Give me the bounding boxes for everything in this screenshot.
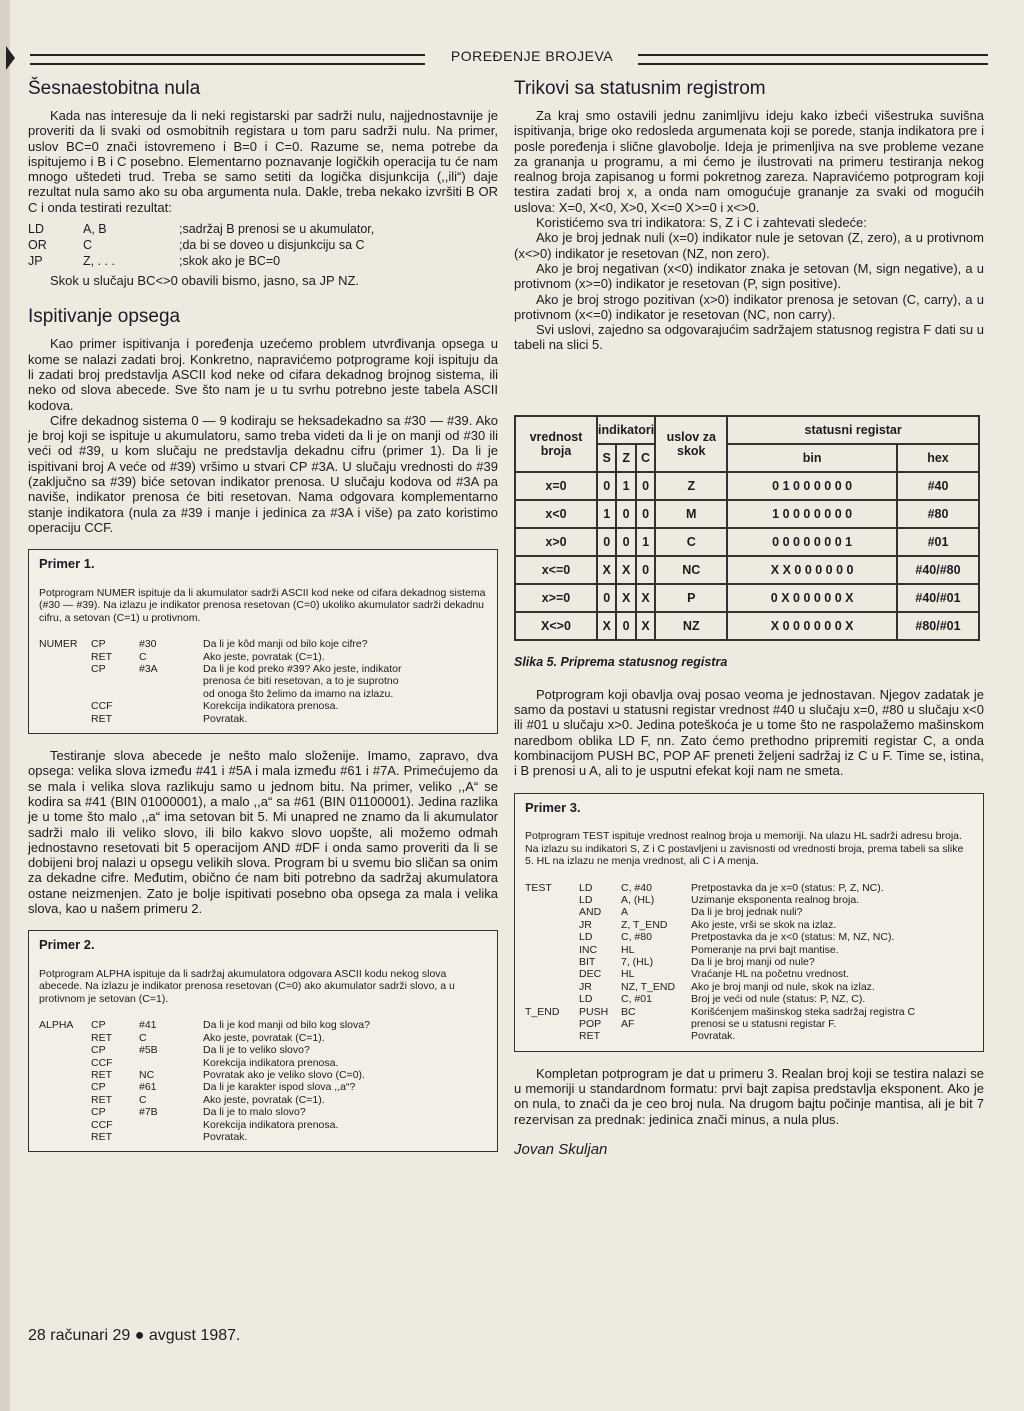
section-title-range: Ispitivanje opsega [28, 306, 181, 328]
listing-label [39, 1069, 91, 1081]
listing-arg [621, 1030, 691, 1042]
listing-row [39, 713, 401, 725]
listing-arg: C, #40 [621, 881, 652, 894]
listing-op: RET [91, 1093, 112, 1106]
listing-label [39, 1081, 91, 1093]
header-rule-left [30, 54, 425, 65]
cell-s: X [597, 612, 616, 640]
paragraph: Svi uslovi, zajedno sa odgovarajućim sadržajem statusnog registra F dati su u tabeli na slici 5. [514, 322, 984, 353]
status-register-table [514, 415, 980, 641]
listing-comment: Pomeranje na prvi bajt mantise. [691, 943, 839, 956]
cell-value: x>0 [515, 528, 597, 556]
header-bin: bin [727, 444, 897, 472]
listing-row [525, 1018, 915, 1030]
cell-condition: NZ [655, 612, 727, 640]
cell-hex: #80/#01 [897, 612, 979, 640]
listing-label [39, 700, 91, 712]
table-header-row [515, 416, 979, 444]
header-indicators: indikatori [597, 416, 655, 444]
listing-row [39, 1119, 370, 1131]
example-title: Primer 2. [39, 937, 95, 953]
listing-comment: Da li je broj jednak nuli? [691, 906, 803, 919]
listing-arg [139, 1131, 203, 1143]
listing-label [39, 1131, 91, 1143]
listing-label [525, 1018, 579, 1030]
cell-bin: 1 0 0 0 0 0 0 0 [727, 500, 897, 528]
listing-row [39, 638, 401, 650]
listing-row [39, 651, 401, 663]
cell-hex: #01 [897, 528, 979, 556]
cell-bin: X X 0 0 0 0 0 0 [727, 556, 897, 584]
listing-arg: HL [621, 943, 635, 956]
listing-label [39, 713, 91, 725]
table-row [515, 472, 979, 500]
listing-row [39, 1044, 370, 1056]
listing-arg: NZ, T_END [621, 980, 676, 993]
section-title-status: Trikovi sa statusnim registrom [514, 78, 766, 99]
listing-arg [139, 688, 203, 700]
listing-arg [139, 1057, 203, 1069]
listing-label [525, 1030, 579, 1042]
listing-op: RET [91, 712, 112, 725]
listing-op [91, 675, 139, 687]
listing-label [39, 675, 91, 687]
header-z: Z [616, 444, 635, 472]
listing-arg: C, #80 [621, 931, 652, 944]
listing-row [525, 968, 915, 980]
header-value: vrednost broja [515, 416, 597, 472]
cell-c: 0 [636, 472, 655, 500]
listing-label [39, 663, 91, 675]
listing-arg: #7B [139, 1106, 158, 1119]
listing-label [39, 1094, 91, 1106]
cell-c: X [636, 612, 655, 640]
paragraph: Ako je broj negativan (x<0) indikator znaka je setovan (M, sign negative), a u protivnom (x>=0) indikator je resetovan (P, sign positive). [514, 260, 984, 292]
listing-label [39, 1044, 91, 1056]
listing-comment: Da li je kôd manji od bilo koje cifre? [203, 638, 368, 651]
page-marker-arrow [6, 46, 15, 70]
listing-comment: Korekcija indikatora prenosa. [203, 1118, 339, 1131]
listing-arg: #61 [139, 1081, 157, 1094]
cell-hex: #40/#01 [897, 584, 979, 612]
example-description: Potprogram NUMER ispituje da li akumulator sadrži ASCII kod neke od cifara dekadnog sistema (#30 — #39). Na izlazu je indikator prenosa resetovan (C=0) ukoliko akumulator sadrži dekadnu cifru, a setovan (C=1) u protivnom. [39, 586, 486, 624]
listing-table [39, 638, 401, 725]
cell-value: x<0 [515, 500, 597, 528]
cell-z: X [616, 584, 635, 612]
listing-label [525, 993, 579, 1005]
listing-table [525, 882, 915, 1043]
paragraph: Kada nas interesuje da li neki registarski par sadrži nulu, najjednostavnije je proveriti da li svaki od osmobitnih registara u tom paru sadrži nulu. Na primer, uslov BC=0 znači istovremeno i B=0 i C=0. Razume se, nema potrebe da ispitujemo i B i C posebno. Elementarno poznavanje logičkih operacija tu će nam mnogo uštedeti trud. Treba se samo setiti da logička disjunkcija (,,ili“) daje rezultat nula samo ako su oba argumenta nula. Dakle, treba nekako izvršiti B OR C i onda testirati rezultat: [28, 108, 498, 215]
listing-op: AND [579, 906, 602, 919]
listing-op: PUSH [579, 1005, 609, 1018]
cell-c: X [636, 584, 655, 612]
cell-z: X [616, 556, 635, 584]
listing-arg [139, 700, 203, 712]
cell-s: 1 [597, 500, 616, 528]
paragraph: Cifre dekadnog sistema 0 — 9 kodiraju se heksadekadno sa #30 — #39. Ako je broj koji se ispituje u akumulatoru, samo treba videti da li je on manji od #30 ili veći od #39, u kom slučaju ne predstavlja dekadnu cifru (primer 1). Da li je ispitivani broj A veće od #39) vršimo u stvari CP #3A. U slučaju vrednosti do #39 (zaključno sa #39) biće setovan indikator prenosa. U slučaju kodova od #3A pa naviše, indikator prenosa će biti resetovan. Nama odgovara komplementarno stanje indikatora (nula za #39 i manje i jedinica za #3A i više) pa zato koristimo operaciju CCF. [28, 412, 498, 535]
cell-hex: #80 [897, 500, 979, 528]
listing-label: NUMER [39, 638, 78, 651]
listing-label [39, 651, 91, 663]
example-title: Primer 3. [525, 799, 581, 815]
cell-bin: 0 1 0 0 0 0 0 0 [727, 472, 897, 500]
listing-op: INC [579, 943, 598, 956]
listing-label: ALPHA [39, 1019, 74, 1032]
listing-comment: Povratak. [691, 1030, 736, 1043]
cell-s: 0 [597, 472, 616, 500]
listing-comment: Da li je kod preko #39? Ako jeste, indikator [203, 663, 402, 676]
listing-comment: Korišćenjem mašinskog steka sadržaj registra C [691, 1005, 916, 1018]
listing-arg: NC [139, 1068, 155, 1081]
listing-op: CP [91, 1106, 106, 1119]
cell-value: x=0 [515, 472, 597, 500]
listing-row [525, 993, 915, 1005]
listing-label [525, 919, 579, 931]
listing-comment: Da li je karakter ispod slova ,,a“? [203, 1081, 356, 1094]
page-edge [0, 0, 10, 1411]
listing-arg: C [139, 650, 147, 663]
listing-comment: Da li je to veliko slovo? [203, 1044, 310, 1057]
listing-op: CCF [91, 700, 113, 713]
listing-arg: C, #01 [621, 993, 652, 1006]
listing-row [525, 894, 915, 906]
code-op: LD [28, 222, 44, 237]
cell-z: 1 [616, 472, 635, 500]
listing-row [39, 688, 401, 700]
cell-condition: NC [655, 556, 727, 584]
listing-label [525, 968, 579, 980]
table-row [515, 500, 979, 528]
listing-comment: Da li je kod manji od bilo kog slova? [203, 1019, 370, 1032]
listing-label [525, 944, 579, 956]
listing-arg: Z, T_END [621, 918, 668, 931]
listing-label [525, 894, 579, 906]
listing-row [39, 1069, 370, 1081]
paragraph: Skok u slučaju BC<>0 obavili bismo, jasno, sa JP NZ. [50, 273, 360, 289]
code-arg: Z, . . . [83, 254, 115, 269]
listing-arg: #41 [139, 1019, 157, 1032]
cell-condition: P [655, 584, 727, 612]
header-status-register: statusni registar [727, 416, 979, 444]
section-title-zero: Šesnaestobitna nula [28, 78, 201, 99]
code-op: JP [28, 254, 43, 269]
listing-comment: Vraćanje HL na početnu vrednost. [691, 968, 849, 981]
listing-comment: Ako jeste, povratak (C=1). [203, 1031, 325, 1044]
listing-row [39, 1081, 370, 1093]
listing-op: LD [579, 893, 593, 906]
cell-z: 0 [616, 528, 635, 556]
header-s: S [597, 444, 616, 472]
code-op: OR [28, 238, 47, 253]
listing-op: CP [91, 1044, 106, 1057]
listing-row [39, 1057, 370, 1069]
code-arg: C [83, 238, 93, 253]
listing-op: LD [579, 931, 593, 944]
cell-c: 0 [636, 556, 655, 584]
cell-z: 0 [616, 500, 635, 528]
paragraph: Testiranje slova abecede je nešto malo složenije. Imamo, zapravo, dva opsega: velika slova između #41 i #5A i mala između #61 i #7A. Primećujemo da se mala i velika slova razlikuju samo u jednom bitu. Na primer, veliko ,,A“ se kodira sa #41 (BIN 01000001), a malo ,,a“ sa #61 (BIN 01100001). Jedina razlika je u tome što malo ,,a“ ima setovan bit 5. Mi unapred ne znamo da li akumulator sadrži malo ili veliko slovo, ili bilo kakvo slovo uopšte, ali možemo odmah jednostavno resetovati bit 5 operacijom AND #DF i onda samo proveriti da li se dobijeni broj nalazi u opsegu velikih slova. Program bi u svemu bio sličan sa onim za dekadne cifre. Međutim, obično će nam biti potrebno da sadržaj akumulatora ostane neizmenjen. Zato je bolje ispitivati posebno oba opsega za mala i velika slova, kao u našem primeru 2. [28, 748, 498, 917]
listing-op: CCF [91, 1056, 113, 1069]
header-title: POREĐENJE BROJEVA [450, 48, 614, 64]
header-hex: hex [897, 444, 979, 472]
cell-bin: 0 0 0 0 0 0 0 1 [727, 528, 897, 556]
listing-row [525, 919, 915, 931]
cell-condition: C [655, 528, 727, 556]
listing-label: TEST [525, 881, 552, 894]
listing-label [39, 1106, 91, 1118]
code-line [28, 237, 498, 253]
listing-arg: #3A [139, 663, 158, 676]
table-row [515, 528, 979, 556]
listing-comment: Korekcija indikatora prenosa. [203, 1056, 339, 1069]
listing-op: RET [579, 1030, 600, 1043]
paragraph: Ako je broj jednak nuli (x=0) indikator nule je setovan (Z, zero), a u protivnom (x<>0) indikator je resetovan (NZ, non zero). [514, 230, 984, 261]
listing-arg: AF [621, 1018, 635, 1030]
listing-row [39, 1019, 370, 1031]
listing-label [39, 1032, 91, 1044]
listing-op: CP [91, 638, 106, 651]
listing-comment: Ako jeste, povratak (C=1). [203, 1093, 325, 1106]
listing-arg [139, 1119, 203, 1131]
listing-op: JR [579, 980, 592, 993]
listing-comment: Korekcija indikatora prenosa. [203, 700, 339, 713]
cell-value: x<=0 [515, 556, 597, 584]
listing-arg: 7, (HL) [621, 955, 654, 968]
cell-s: 0 [597, 528, 616, 556]
paragraph: Ako je broj strogo pozitivan (x>0) indikator prenosa je setovan (C, carry), a u protivnom (x<=0) indikator je resetovan (NC, non carry). [514, 291, 984, 322]
listing-row [39, 700, 401, 712]
listing-label: T_END [525, 1005, 560, 1018]
cell-s: X [597, 556, 616, 584]
paragraph: Kompletan potprogram je dat u primeru 3. Realan broj koji se testira nalazi se u memoriji u standardnom formatu: prvi bajt zapisa predstavlja eksponent. Ako je on nula, to znači da je ceo broj nula. Na drugom bajtu počinje mantisa, ali je bit 7 rezervisan za prednak: jedinica znači minus, a nula plus. [514, 1065, 984, 1127]
listing-comment: Uzimanje eksponenta realnog broja. [691, 893, 860, 906]
listing-arg [139, 675, 203, 687]
listing-op: RET [91, 650, 112, 663]
page-footer: 28 računari 29 ● avgust 1987. [28, 1327, 241, 1344]
header-rule-right [638, 54, 988, 65]
listing-op: CP [91, 663, 106, 676]
example-box-1 [28, 549, 498, 734]
listing-arg: C [139, 1093, 147, 1106]
listing-comment: Da li je to malo slovo? [203, 1106, 306, 1119]
listing-row [525, 944, 915, 956]
listing-comment: Broj je veći od nule (status: P, NZ, C). [691, 993, 866, 1006]
listing-arg: C [139, 1031, 147, 1044]
listing-comment: Ako je broj manji od nule, skok na izlaz. [691, 980, 875, 993]
page-header [30, 48, 990, 66]
listing-arg: A [621, 906, 629, 919]
table-row [515, 584, 979, 612]
listing-arg: #5B [139, 1044, 158, 1057]
code-comment: ;sadržaj B prenosi se u akumulator, [179, 222, 375, 237]
listing-row [525, 981, 915, 993]
cell-z: 0 [616, 612, 635, 640]
code-comment: ;da bi se doveo u disjunkciju sa C [179, 238, 365, 253]
listing-arg: #30 [139, 638, 157, 651]
listing-row [39, 1094, 370, 1106]
example-description: Potprogram ALPHA ispituje da li sadržaj akumulatora odgovara ASCII kodu nekog slova abecede. Na izlazu je indikator prenosa resetovan (C=0) ako akumulator sadrži slovo, a u protivnom je setovan (C=1). [39, 967, 455, 1005]
listing-op: DEC [579, 968, 602, 981]
listing-op: LD [579, 993, 593, 1006]
listing-comment: Ako jeste, povratak (C=1). [203, 650, 325, 663]
code-arg: A, B [83, 222, 107, 237]
listing-arg [139, 713, 203, 725]
listing-row [525, 931, 915, 943]
listing-row [525, 956, 915, 968]
code-line [28, 253, 498, 269]
listing-op: CCF [91, 1118, 113, 1131]
listing-arg: HL [621, 968, 635, 981]
paragraph: Kao primer ispitivanja i poređenja uzećemo problem utvrđivanja opsega u kome se nalazi zadati broj. Konkretno, napravićemo potprograme koji ispituju da li zadati broj predstavlja ASCII kod neke od cifara dekadnog brojnog sistema, ili neko od slova abecede. Sve što nam je u tu svrhu potrebno jeste tabela ASCII kodova. [28, 336, 498, 413]
listing-comment: Ako jeste, vrši se skok na izlaz. [691, 918, 837, 931]
listing-row [525, 882, 915, 894]
listing-op: RET [91, 1131, 112, 1143]
listing-label [39, 688, 91, 700]
listing-label [525, 906, 579, 918]
listing-arg: A, (HL) [621, 893, 655, 906]
listing-comment: Da li je broj manji od nule? [691, 955, 815, 968]
header-c: C [636, 444, 655, 472]
listing-comment: Povratak. [203, 1131, 248, 1143]
listing-row [39, 1131, 370, 1143]
listing-op: BIT [579, 955, 596, 968]
paragraph: Za kraj smo ostavili jednu zanimljivu ideju kako izbeći višestruka suvišna ispitivanja, brige oko redosleda argumenata koji se porede, stanja indikatora pre i posle poređenja i slične glavobolje. Ideja je primenljiva na sve probleme vezane za grananja u programu, a mi ćemo je ilustrovati na primeru testiranja nekog realnog broja zapisanog u formi pokretnog zareza. Napravićemo potprogram koji testira zadati broj x, a onda nam omogućuje grananje za svaki od mogućih uslova: X=0, X<0, X>0, X<=0 X>=0 i x<>0. [514, 108, 984, 215]
listing-op: RET [91, 1031, 112, 1044]
listing-arg: BC [621, 1005, 636, 1018]
listing-label [39, 1057, 91, 1069]
listing-op: LD [579, 881, 593, 894]
table-row [515, 556, 979, 584]
listing-row [525, 906, 915, 918]
header-condition: uslov za skok [655, 416, 727, 472]
listing-comment: Pretpostavka da je x=0 (status: P, Z, NC). [691, 881, 884, 894]
right-column [514, 78, 984, 1158]
code-line [28, 221, 498, 237]
listing-row [39, 663, 401, 675]
listing-op: JR [579, 918, 592, 931]
left-column [28, 78, 498, 1152]
cell-condition: Z [655, 472, 727, 500]
listing-row [39, 675, 401, 687]
cell-value: x>=0 [515, 584, 597, 612]
table-row [515, 612, 979, 640]
example-title: Primer 1. [39, 556, 95, 572]
code-snippet [28, 221, 498, 269]
author-signature: Jovan Skuljan [514, 1141, 608, 1158]
cell-c: 0 [636, 500, 655, 528]
example-box-3 [514, 793, 984, 1052]
paragraph: Koristićemo sva tri indikatora: S, Z i C i zahtevati sledeće: [536, 215, 867, 231]
cell-bin: X 0 0 0 0 0 0 X [727, 612, 897, 640]
listing-table [39, 1019, 370, 1143]
cell-hex: #40 [897, 472, 979, 500]
listing-row [39, 1032, 370, 1044]
listing-op: RET [91, 1068, 112, 1081]
example-description: Potprogram TEST ispituje vrednost realnog broja u memoriji. Na ulazu HL sadrži adresu broja. Na izlazu su indikatori S, Z i C postavljeni u zavisnosti od vrednosti broja, prema tabeli sa slike 5. HL na izlazu ne menja vrednost, ali C i A menja. [525, 830, 964, 868]
listing-op: CP [91, 1081, 106, 1094]
example-box-2 [28, 930, 498, 1152]
listing-op [91, 688, 139, 700]
listing-label [39, 1119, 91, 1131]
listing-row [525, 1006, 915, 1018]
listing-comment: od onoga što želimo da imamo na izlazu. [203, 687, 394, 700]
listing-label [525, 956, 579, 968]
listing-comment: Povratak. [203, 712, 248, 725]
listing-label [525, 981, 579, 993]
listing-comment: prenosi se u statusni registar F. [691, 1018, 837, 1030]
paragraph: Potprogram koji obavlja ovaj posao veoma je jednostavan. Njegov zadatak je samo da postavi u statusni registar vrednost #40 u slučaju x=0, #80 u slučaju x<0 ili #01 u slučaju x>0. Jedina poteškoća je u tome što ne raspolažemo mašinskom naredbom oblika LD F, nn. Zato ćemo prethodno pripremiti registar C, a onda kombinacijom PUSH BC, POP AF preneti željeni sadržaj iz C u F. Time se, istina, i B prenosi u A, ali to je usputni efekat koji nam ne smeta. [514, 686, 984, 779]
cell-s: 0 [597, 584, 616, 612]
code-comment: ;skok ako je BC=0 [179, 254, 281, 269]
listing-op: POP [579, 1018, 602, 1030]
listing-comment: prenosa će biti resetovan, a to je suprotno [203, 675, 399, 688]
cell-bin: 0 X 0 0 0 0 0 X [727, 584, 897, 612]
listing-row [525, 1030, 915, 1042]
listing-op: CP [91, 1019, 106, 1032]
cell-hex: #40/#80 [897, 556, 979, 584]
listing-row [39, 1106, 370, 1118]
listing-comment: Povratak ako je veliko slovo (C=0). [203, 1068, 365, 1081]
cell-value: X<>0 [515, 612, 597, 640]
cell-c: 1 [636, 528, 655, 556]
cell-condition: M [655, 500, 727, 528]
figure-caption: Slika 5. Priprema statusnog registra [514, 654, 728, 669]
listing-label [525, 931, 579, 943]
listing-comment: Pretpostavka da je x<0 (status: M, NZ, NC). [691, 931, 895, 944]
